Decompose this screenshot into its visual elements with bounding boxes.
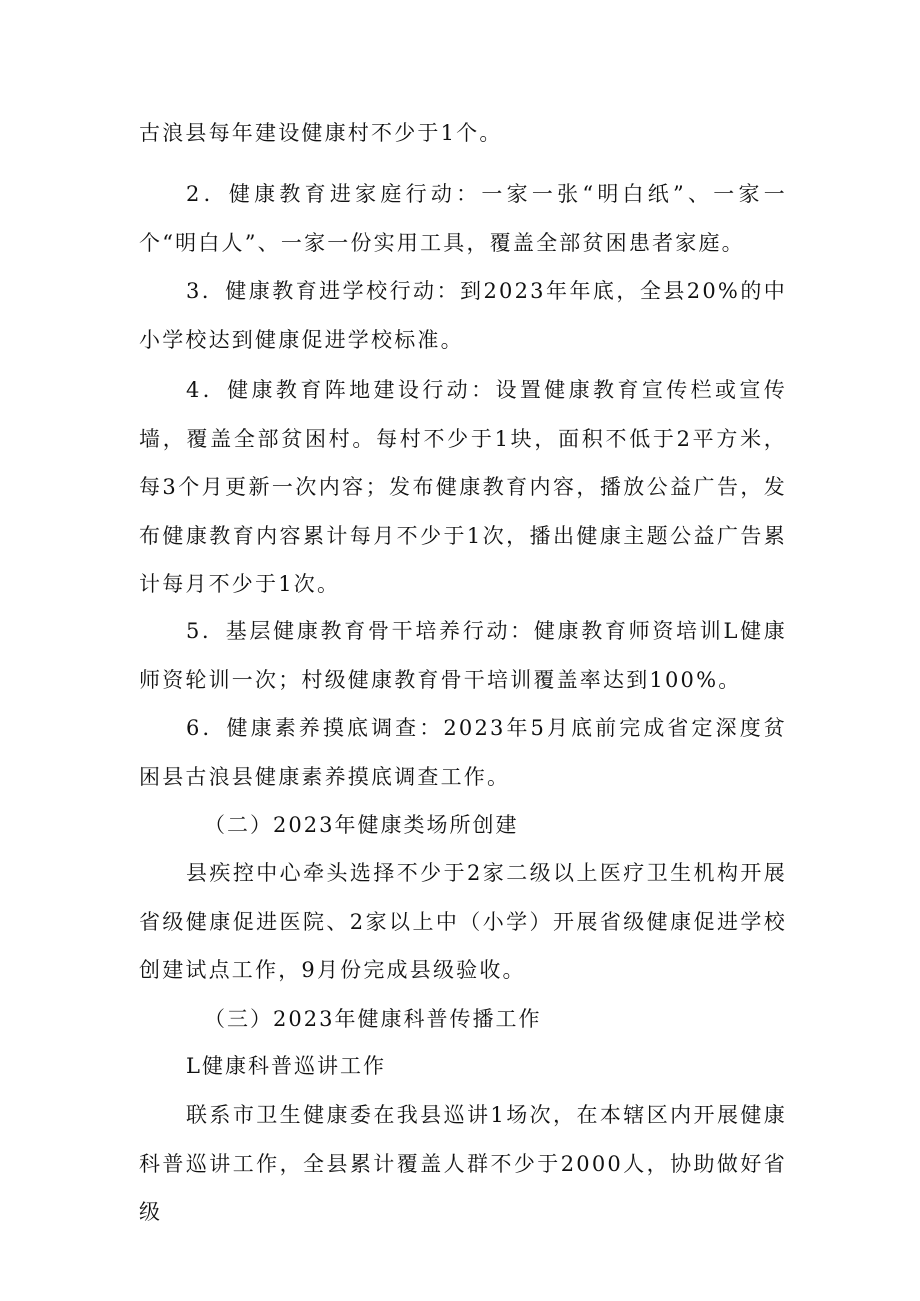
section-heading-3: （三）2023年健康科普传播工作 [204,1007,542,1031]
paragraph-section-2-body: 县疾控中心牵头选择不少于2家二级以上医疗卫生机构开展省级健康促进医院、2家以上中（小学）开展省级健康促进学校创建试点工作，9月份完成县级验收。 [139,861,787,982]
paragraph-item-5: 5．基层健康教育骨干培养行动：健康教育师资培训L健康师资轮训一次；村级健康教育骨干培训覆盖率达到100%。 [139,619,787,692]
paragraph-item-4: 4．健康教育阵地建设行动：设置健康教育宣传栏或宣传墙，覆盖全部贫困村。每村不少于1块，面积不低于2平方米，每3个月更新一次内容；发布健康教育内容，播放公益广告，发布健康教育内容累计每月不少于1次，播出健康主题公益广告累计每月不少于1次。 [139,378,787,596]
section-heading-2: （二）2023年健康类场所创建 [204,813,519,837]
paragraph-item-2: 2．健康教育进家庭行动：一家一张“明白纸”、一家一个“明白人”、一家一份实用工具，覆盖全部贫困患者家庭。 [139,182,787,255]
paragraph-item-3: 3．健康教育进学校行动：到2023年年底，全县20%的中小学校达到健康促进学校标准。 [139,279,787,352]
subheading-science-lecture: L健康科普巡讲工作 [186,1054,386,1078]
paragraph-science-lecture-body: 联系市卫生健康委在我县巡讲1场次，在本辖区内开展健康科普巡讲工作，全县累计覆盖人群不少于2000人，协助做好省级 [139,1103,787,1224]
paragraph-item-6: 6．健康素养摸底调查：2023年5月底前完成省定深度贫困县古浪县健康素养摸底调查工作。 [139,716,787,789]
paragraph-health-village: 古浪县每年建设健康村不少于1个。 [139,121,503,145]
